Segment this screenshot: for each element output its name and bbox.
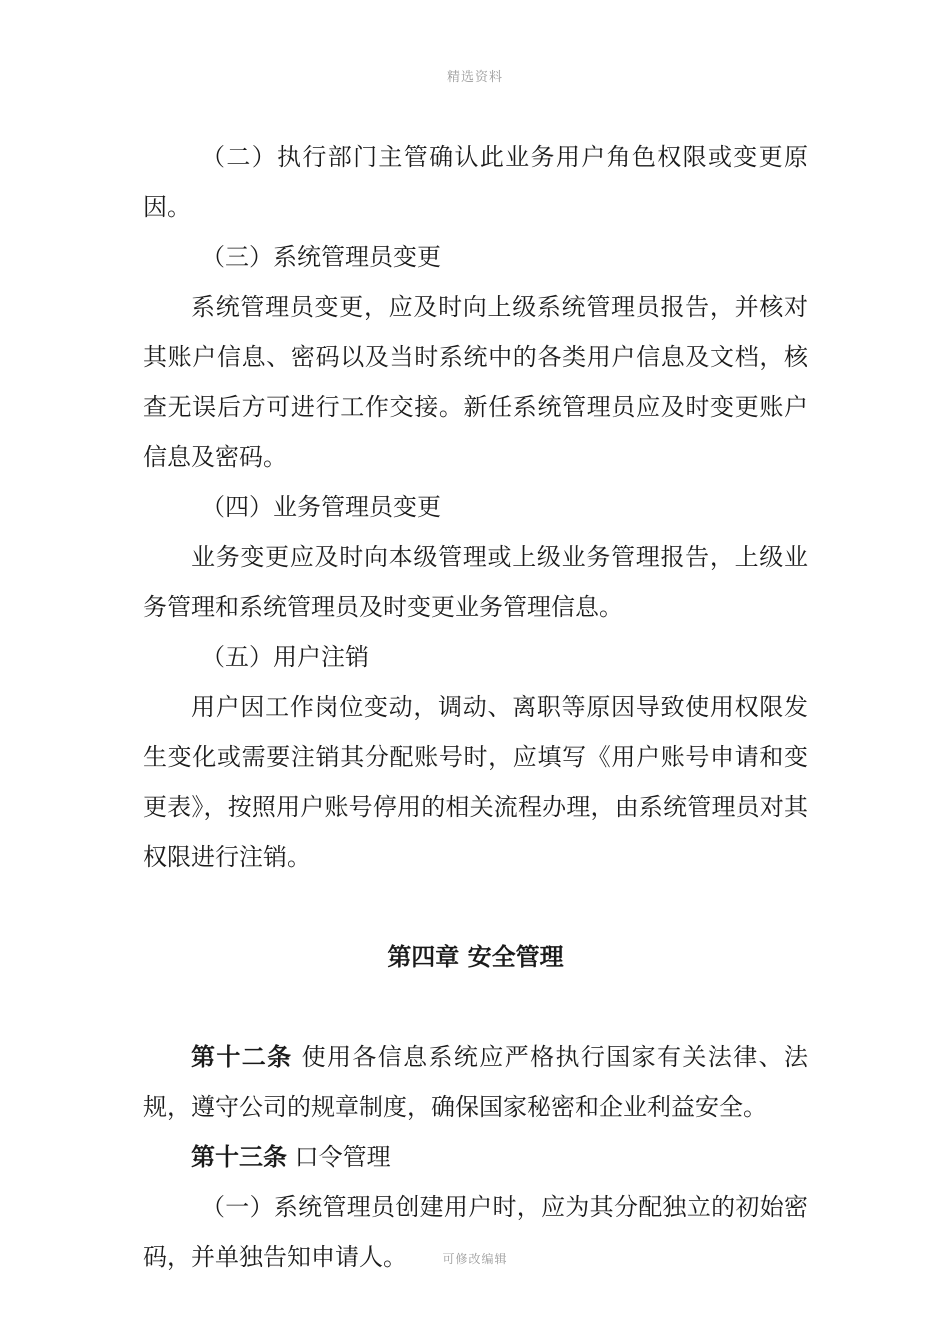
paragraph-item-2-confirm: （二）执行部门主管确认此业务用户角色权限或变更原因。: [143, 143, 808, 221]
article-12-label: 第十二条: [191, 1043, 293, 1071]
page-header: 精选资料: [446, 70, 503, 85]
subheading-sysadmin-change: （三）系统管理员变更: [201, 243, 441, 271]
article-13-text: 口令管理: [287, 1143, 391, 1171]
subheading-user-cancel: （五）用户注销: [201, 643, 369, 671]
subheading-bizadmin-change: （四）业务管理员变更: [201, 493, 441, 521]
spacer: [143, 982, 808, 1032]
paragraph-sysadmin-change: 系统管理员变更，应及时向上级系统管理员报告，并核对其账户信息、密码以及当时系统中的各类用户信息及文档，核查无误后方可进行工作交接。新任系统管理员应及时变更账户信息及密码。: [143, 293, 808, 471]
chapter-title: 第四章 安全管理: [387, 943, 564, 971]
paragraph-user-cancel: 用户因工作岗位变动，调动、离职等原因导致使用权限发生变化或需要注销其分配账号时，应填写《用户账号申请和变更表》，按照用户账号停用的相关流程办理，由系统管理员对其权限进行注销。: [143, 693, 808, 871]
spacer: [143, 882, 808, 932]
page-footer: 可修改编辑: [442, 1252, 508, 1266]
article-13-label: 第十三条: [191, 1143, 287, 1171]
article-12: [143, 1032, 808, 1132]
document-body: [143, 132, 808, 1282]
paragraph-bizadmin-change: 业务变更应及时向本级管理或上级业务管理报告，上级业务管理和系统管理员及时变更业务管理信息。: [143, 543, 808, 621]
article-13: [143, 1132, 808, 1182]
article-12-text: 使用各信息系统应严格执行国家有关法律、法规，遵守公司的规章制度，确保国家秘密和企业利益安全。: [143, 1043, 808, 1121]
paragraph-password-init: （一）系统管理员创建用户时，应为其分配独立的初始密码，并单独告知申请人。: [143, 1193, 808, 1271]
